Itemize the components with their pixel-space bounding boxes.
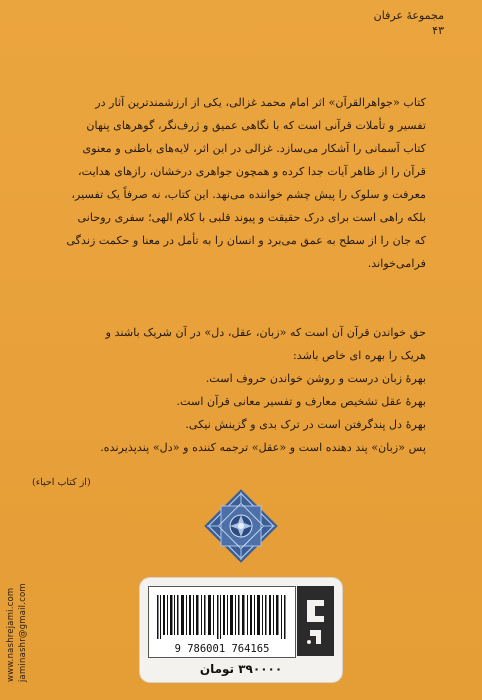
- quote-line: بهرهٔ عقل تشخیص معارف و تفسیر معانی قرآن است.: [176, 395, 426, 408]
- series-label: [304, 8, 444, 38]
- barcode-icon: [155, 595, 289, 639]
- text-line: کتاب «جواهرالقرآن» اثر امام محمد غزالی، یکی از ارزشمندترین آثار در: [95, 96, 426, 109]
- publisher-logo-icon: [297, 586, 334, 656]
- text-line: معرفت و سلوک را پیش چشم خواننده می‌نهد. این کتاب، نه صرفاً یک تفسیر،: [71, 188, 426, 201]
- publisher-contact: [6, 560, 28, 686]
- series-name: مجموعهٔ عرفان: [373, 9, 444, 22]
- price-sticker: [140, 578, 342, 682]
- text-line: تفسیر و تأملات قرآنی است که با نگاهی عمیق و ژرف‌نگر، گوهرهای پنهان: [86, 119, 426, 132]
- email-text: jaminashr@gmail.com: [18, 583, 28, 682]
- isbn-number: 9 786001 764165: [174, 643, 270, 655]
- text-line: کتاب آسمانی را آشکار می‌سازد. غزالی در این اثر، لایه‌های باطنی و معنوی: [82, 142, 426, 155]
- description-paragraph: [62, 91, 426, 275]
- text-line: بلکه راهی است برای درک حقیقت و پیوند قلبی با کلام الهی؛ سفری روحانی: [77, 211, 426, 224]
- website-text: www.nashrejami.com: [6, 587, 16, 682]
- quote-source: (از کتاب احیاء): [32, 477, 91, 488]
- quote-line: بهرهٔ زبان درست و روشن خواندن حروف است.: [205, 372, 426, 385]
- quote-paragraph: [62, 321, 426, 459]
- quote-line: حق خواندن قرآن آن است که «زبان، عقل، دل» در آن شریک باشند و: [105, 326, 426, 339]
- quote-line: پس «زبان» پند دهنده است و «عقل» ترجمه کننده و «دل» پندپذیرنده.: [100, 441, 426, 454]
- text-line: که جان را از سطح به عمق می‌برد و انسان را به تأمل در معنا و حکمت زندگی: [66, 234, 426, 247]
- quote-line: بهرهٔ دل پندگرفتن است در ترک بدی و گزینش نیکی.: [185, 418, 426, 431]
- text-line: فرامی‌خواند.: [367, 257, 426, 270]
- publisher-logo: [297, 586, 334, 656]
- price-label: ۳۹۰۰۰۰ تومان: [199, 662, 283, 676]
- series-number: ۴۳: [432, 24, 444, 37]
- text-line: قرآن را از ظاهر آیات جدا کرده و همچون جواهری درخشان، رازهای هدایت،: [77, 165, 426, 178]
- quote-line: هریک را بهره ای خاص باشد:: [292, 349, 426, 362]
- barcode-label: [148, 586, 296, 658]
- rosette-ornament-icon: [201, 486, 281, 566]
